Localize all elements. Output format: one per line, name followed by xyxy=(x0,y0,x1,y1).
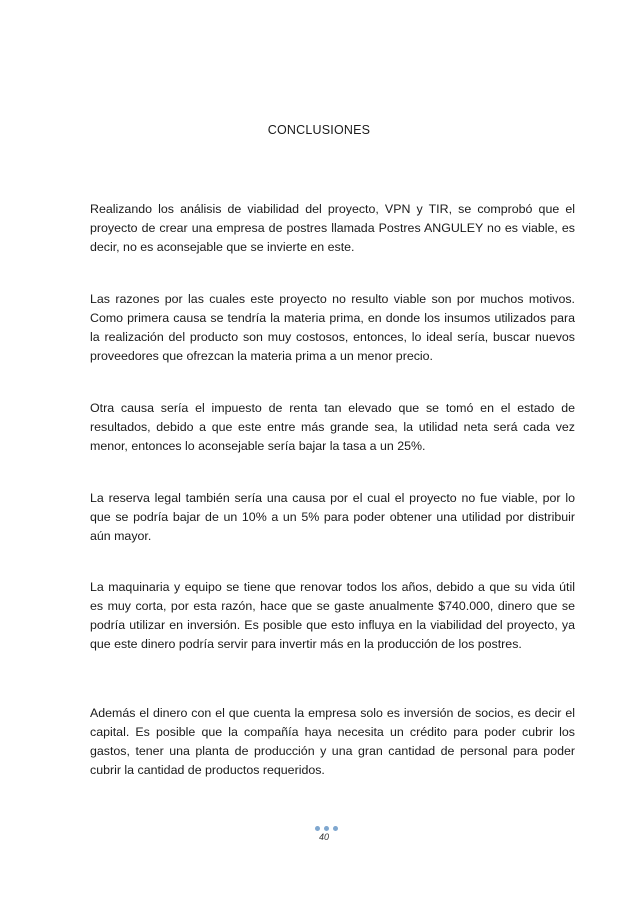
footer-dot xyxy=(333,826,338,831)
paragraph-4: La reserva legal también sería una causa por el cual el proyecto no fue viable, por lo que se podría bajar de un 10% a un 5% para poder obtener una utilidad por distribuir aún mayor. xyxy=(90,491,575,543)
page-number: 40 xyxy=(318,832,329,842)
paragraph-6: Además el dinero con el que cuenta la empresa solo es inversión de socios, es decir el capital. Es posible que la compañía haya necesita un crédito para poder cubrir los gastos, tener una planta de producción y una gran cantidad de personal para poder cubrir la cantidad de productos requeridos. xyxy=(90,706,575,777)
paragraph-3: Otra causa sería el impuesto de renta tan elevado que se tomó en el estado de resultados, debido a que este entre más grande sea, la utilidad neta será cada vez menor, entonces lo aconsejable sería bajar la tasa a un 25%. xyxy=(90,401,575,453)
footer-dots-ornament xyxy=(14,826,638,831)
footer-dot xyxy=(315,826,320,831)
paragraph-1: Realizando los análisis de viabilidad del proyecto, VPN y TIR, se comprobó que el proyecto de crear una empresa de postres llamada Postres ANGULEY no es viable, es decir, no es aconsejable que se invierte en este. xyxy=(90,202,575,254)
paragraph-2: Las razones por las cuales este proyecto no resulto viable son por muchos motivos. Como primera causa se tendría la materia prima, en donde los insumos utilizados para la realización del producto son muy costosos, entonces, lo ideal sería, buscar nuevos proveedores que ofrezcan la materia prima a un menor precio. xyxy=(90,292,575,363)
page-footer xyxy=(0,826,638,842)
page-title: CONCLUSIONES xyxy=(267,123,371,137)
paragraph-5: La maquinaria y equipo se tiene que renovar todos los años, debido a que su vida útil es muy corta, por esta razón, hace que se gaste anualmente $740.000, dinero que se podría utilizar en inversión. Es posible que esto influya en la viabilidad del proyecto, ya que este dinero podría servir para invertir más en la producción de los postres. xyxy=(90,580,575,651)
footer-dot xyxy=(324,826,329,831)
